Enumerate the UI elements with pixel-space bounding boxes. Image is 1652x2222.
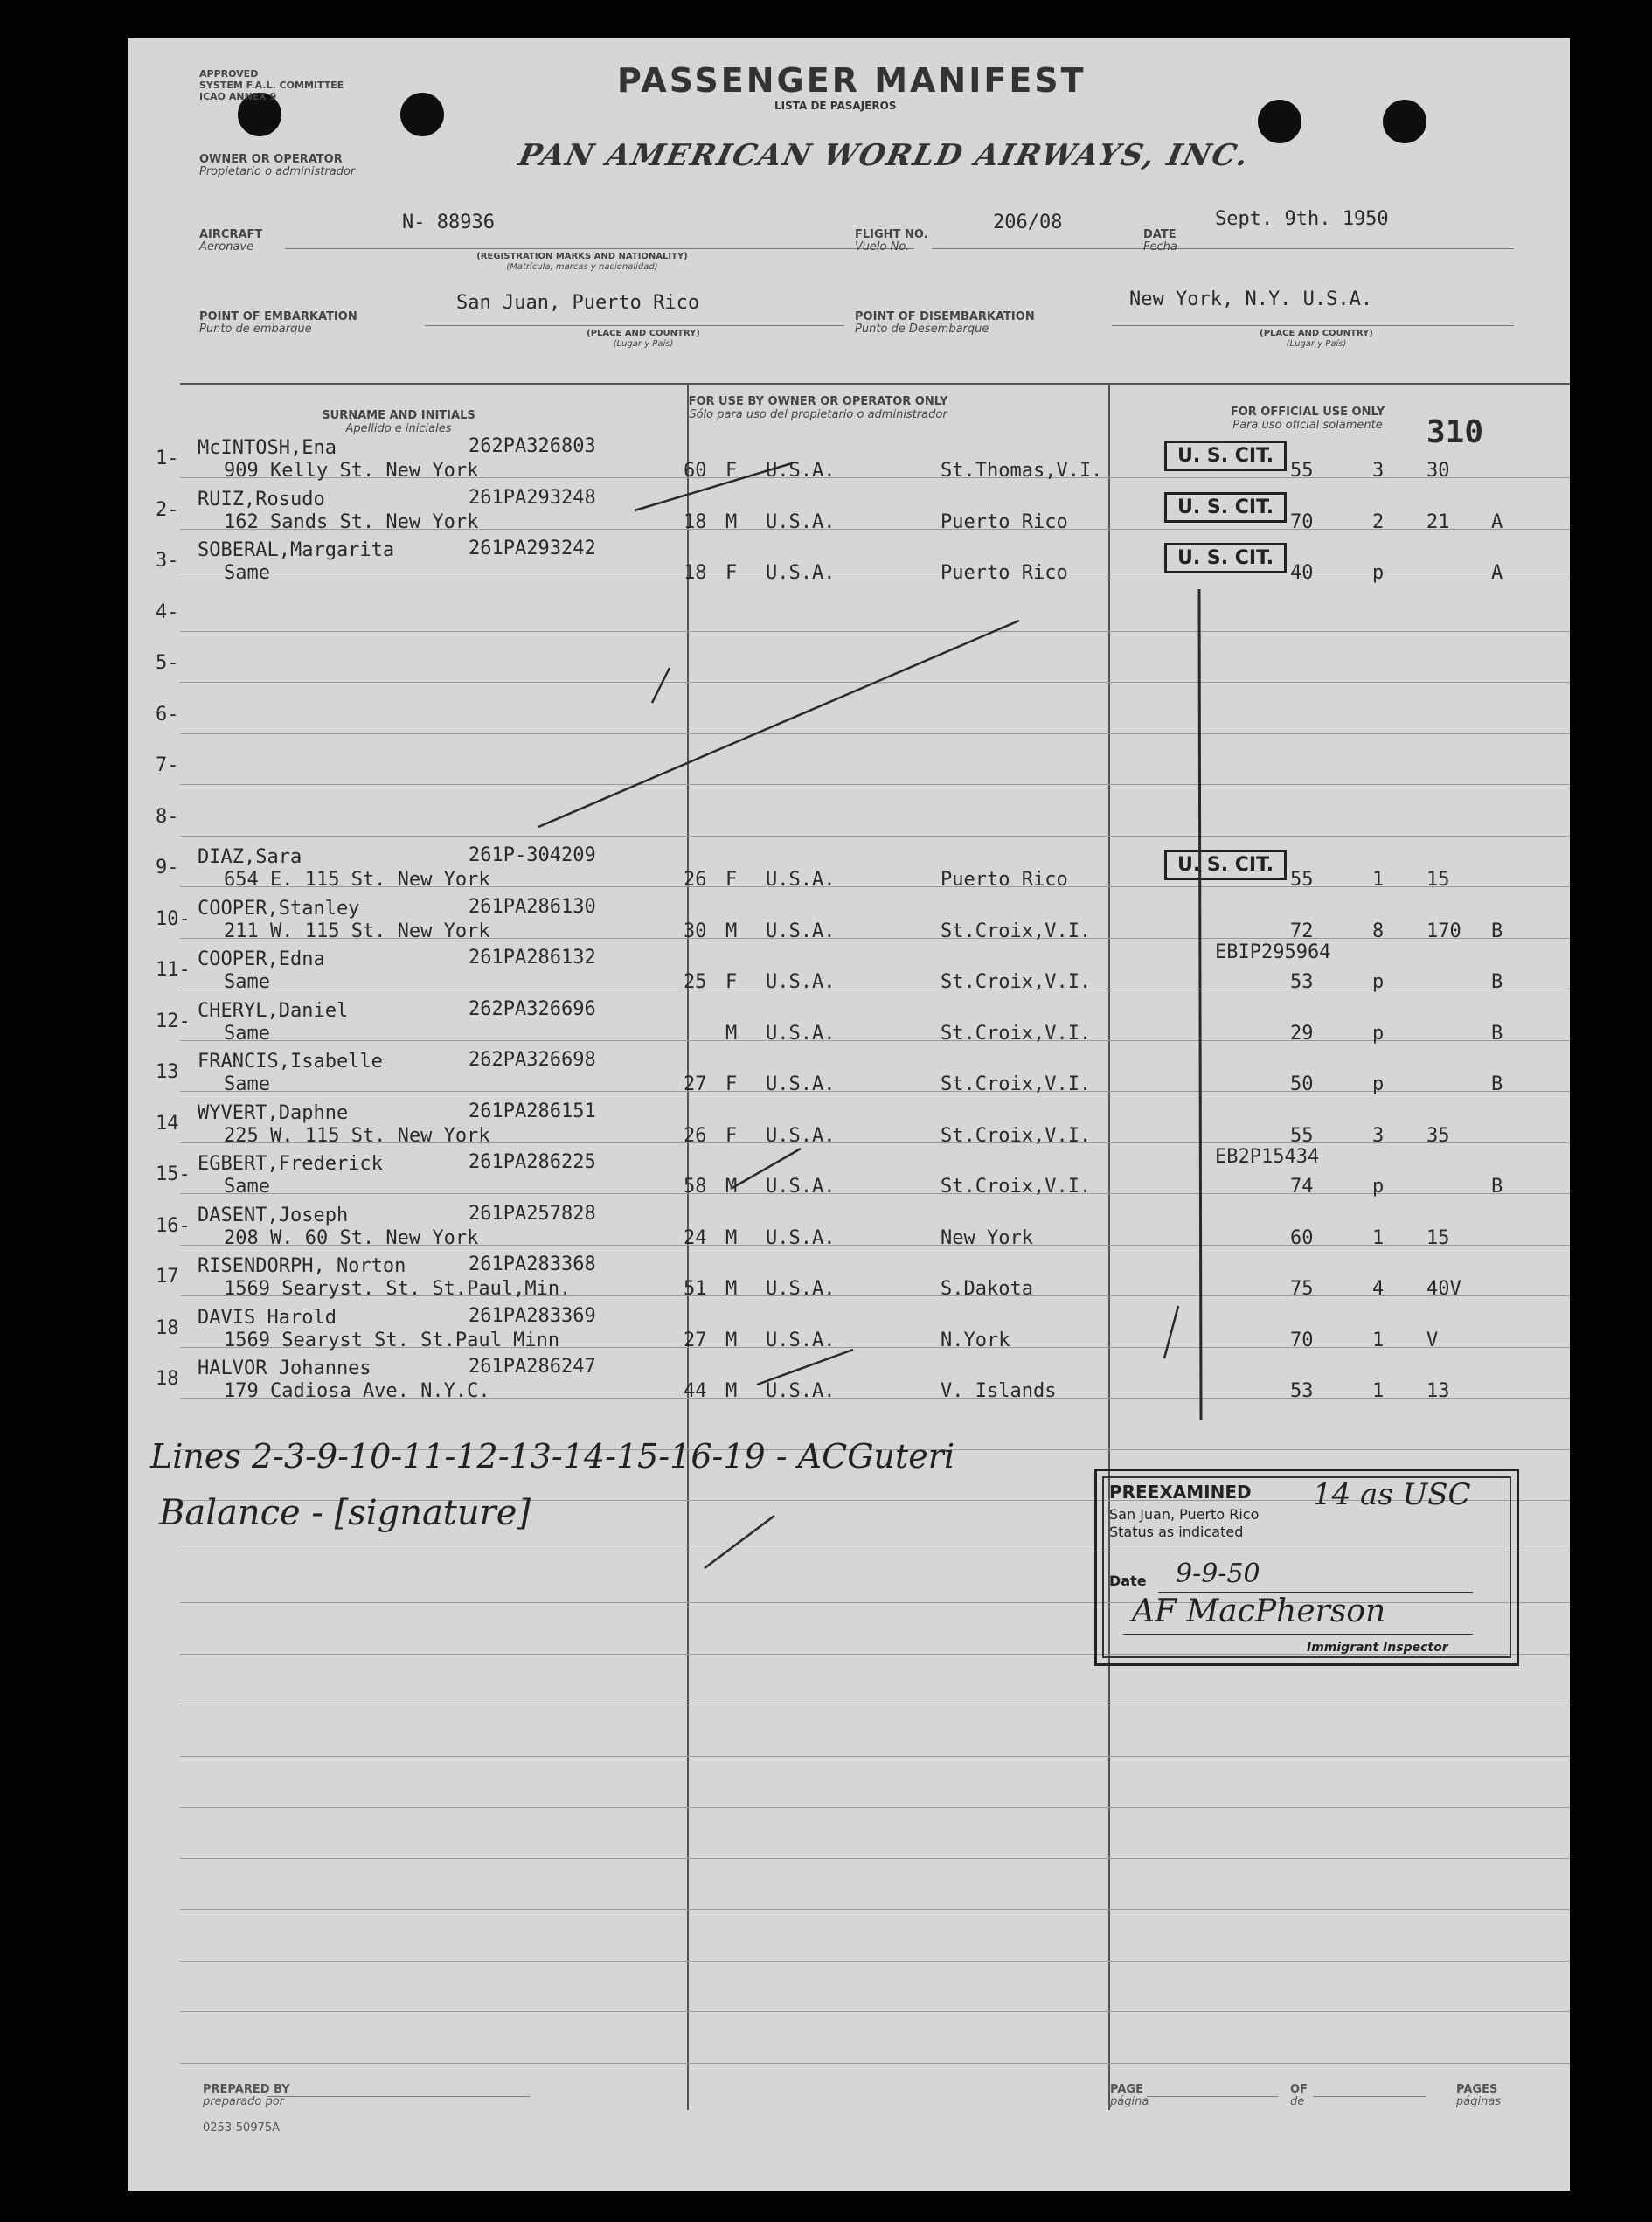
official-code-4: B bbox=[1491, 971, 1503, 993]
row-number: 16- bbox=[156, 1215, 191, 1237]
ticket-number: 261P-304209 bbox=[469, 844, 596, 866]
footer-prepared-by: PREPARED BY preparado por bbox=[203, 2083, 290, 2108]
passenger-address: Same bbox=[224, 1073, 270, 1095]
embark-value: San Juan, Puerto Rico bbox=[456, 292, 700, 314]
passenger-destination: S.Dakota bbox=[941, 1278, 1033, 1300]
passenger-destination: St.Croix,V.I. bbox=[941, 1125, 1092, 1147]
passenger-address: Same bbox=[224, 971, 270, 993]
official-code-1: 75 bbox=[1290, 1278, 1314, 1300]
official-code-3: 13 bbox=[1426, 1380, 1450, 1402]
preexamined-date: 9-9-50 bbox=[1176, 1559, 1260, 1589]
passenger-nationality: U.S.A. bbox=[766, 511, 836, 533]
passenger-age: 25 bbox=[684, 971, 707, 993]
ticket-number: 262PA326696 bbox=[469, 998, 596, 1020]
row-number: 9- bbox=[156, 857, 179, 878]
ticket-number: 261PA286132 bbox=[469, 947, 596, 969]
official-code-3: 170 bbox=[1426, 920, 1461, 942]
passenger-nationality: U.S.A. bbox=[766, 1125, 836, 1147]
passenger-age: 60 bbox=[684, 460, 707, 482]
row-number: 18 bbox=[156, 1317, 179, 1339]
row-number: 1- bbox=[156, 448, 179, 469]
official-code-2: 3 bbox=[1372, 1125, 1385, 1147]
passenger-sex: F bbox=[725, 460, 738, 482]
passenger-age: 24 bbox=[684, 1227, 707, 1249]
official-code-1: 29 bbox=[1290, 1023, 1314, 1045]
preexamined-place: San Juan, Puerto Rico bbox=[1109, 1506, 1260, 1523]
passenger-sex: F bbox=[725, 562, 738, 584]
official-code-2: 1 bbox=[1372, 1227, 1385, 1249]
col-header-official: FOR OFFICIAL USE ONLY Para uso oficial solamente bbox=[1230, 406, 1385, 432]
us-citizen-stamp: U. S. CIT. bbox=[1164, 441, 1287, 471]
passenger-name: SOBERAL,Margarita bbox=[198, 539, 395, 561]
preexamined-date-label: Date bbox=[1109, 1573, 1147, 1589]
col-header-owner-use: FOR USE BY OWNER OR OPERATOR ONLY Sólo para uso del propietario o administrador bbox=[688, 395, 948, 421]
approved-line-1: APPROVED bbox=[199, 68, 259, 80]
passenger-address: 909 Kelly St. New York bbox=[224, 460, 479, 482]
official-note: EB2P15434 bbox=[1215, 1146, 1320, 1168]
official-code-3: 30 bbox=[1426, 460, 1450, 482]
passenger-sex: M bbox=[725, 1176, 738, 1198]
disembark-label: POINT OF DISEMBARKATION Punto de Desembarque bbox=[855, 310, 1035, 336]
row-number: 4- bbox=[156, 601, 179, 623]
page-subtitle: LISTA DE PASAJEROS bbox=[774, 100, 897, 112]
passenger-nationality: U.S.A. bbox=[766, 460, 836, 482]
row-number: 3- bbox=[156, 550, 179, 572]
official-code-1: 60 bbox=[1290, 1227, 1314, 1249]
passenger-age: 27 bbox=[684, 1073, 707, 1095]
official-code-1: 70 bbox=[1290, 511, 1314, 533]
ticket-number: 261PA286225 bbox=[469, 1151, 596, 1173]
footer-of: OF de bbox=[1290, 2083, 1308, 2108]
row-number: 13 bbox=[156, 1061, 179, 1083]
row-number: 5- bbox=[156, 652, 179, 674]
passenger-nationality: U.S.A. bbox=[766, 1380, 836, 1402]
passenger-nationality: U.S.A. bbox=[766, 971, 836, 993]
passenger-sex: M bbox=[725, 511, 738, 533]
pen-strike-marks bbox=[128, 38, 1570, 2191]
preexamined-status: Status as indicated bbox=[1109, 1524, 1244, 1540]
ticket-number: 261PA283369 bbox=[469, 1305, 596, 1327]
official-code-2: 3 bbox=[1372, 460, 1385, 482]
official-code-4: B bbox=[1491, 1176, 1503, 1198]
date-label: DATE Fecha bbox=[1143, 228, 1177, 253]
footer-form-number: 0253-50975A bbox=[203, 2121, 281, 2135]
passenger-age: 44 bbox=[684, 1380, 707, 1402]
flight-value: 206/08 bbox=[993, 212, 1063, 233]
row-number: 10- bbox=[156, 908, 191, 930]
handwritten-lines-note: Lines 2-3-9-10-11-12-13-14-15-16-19 - ACGuteri bbox=[150, 1437, 955, 1476]
passenger-destination: V. Islands bbox=[941, 1380, 1057, 1402]
page-mark: 310 bbox=[1426, 414, 1484, 450]
ticket-number: 261PA293248 bbox=[469, 487, 596, 509]
passenger-destination: Puerto Rico bbox=[941, 562, 1068, 584]
approved-line-3: ICAO ANNEX 9 bbox=[199, 91, 277, 102]
row-number: 15- bbox=[156, 1163, 191, 1185]
passenger-sex: M bbox=[725, 1380, 738, 1402]
passenger-address: 225 W. 115 St. New York bbox=[224, 1125, 490, 1147]
strike-mark-2 bbox=[538, 621, 1019, 827]
passenger-name: RUIZ,Rosudo bbox=[198, 489, 325, 510]
disembark-value: New York, N.Y. U.S.A. bbox=[1129, 288, 1373, 310]
passenger-age: 18 bbox=[684, 511, 707, 533]
row-number: 8- bbox=[156, 806, 179, 828]
official-code-3: 15 bbox=[1426, 869, 1450, 891]
ticket-number: 262PA326803 bbox=[469, 435, 596, 457]
footer-pages: PAGES páginas bbox=[1456, 2083, 1502, 2108]
passenger-address: Same bbox=[224, 1176, 270, 1198]
passenger-nationality: U.S.A. bbox=[766, 1330, 836, 1351]
passenger-age: 18 bbox=[684, 562, 707, 584]
official-code-2: p bbox=[1372, 562, 1385, 584]
passenger-nationality: U.S.A. bbox=[766, 869, 836, 891]
passenger-nationality: U.S.A. bbox=[766, 562, 836, 584]
passenger-address: 654 E. 115 St. New York bbox=[224, 869, 490, 891]
official-code-2: 1 bbox=[1372, 869, 1385, 891]
passenger-destination: Puerto Rico bbox=[941, 869, 1068, 891]
official-code-2: p bbox=[1372, 1023, 1385, 1045]
passenger-age: 51 bbox=[684, 1278, 707, 1300]
date-value: Sept. 9th. 1950 bbox=[1215, 208, 1389, 230]
passenger-sex: F bbox=[725, 971, 738, 993]
passenger-address: 179 Cadiosa Ave. N.Y.C. bbox=[224, 1380, 490, 1402]
aircraft-value: N- 88936 bbox=[402, 212, 495, 233]
passenger-destination: St.Croix,V.I. bbox=[941, 1023, 1092, 1045]
airline-name: PAN AMERICAN WORLD AIRWAYS, INC. bbox=[515, 138, 1253, 173]
page-title: PASSENGER MANIFEST bbox=[617, 61, 1086, 100]
passenger-age: 58 bbox=[684, 1176, 707, 1198]
official-code-2: 8 bbox=[1372, 920, 1385, 942]
footer-page: PAGE página bbox=[1110, 2083, 1149, 2108]
ticket-number: 261PA286247 bbox=[469, 1356, 596, 1378]
passenger-destination: St.Croix,V.I. bbox=[941, 971, 1092, 993]
row-number: 2- bbox=[156, 499, 179, 521]
row-number: 14 bbox=[156, 1113, 179, 1135]
official-code-1: 55 bbox=[1290, 1125, 1314, 1147]
passenger-address: 1569 Searyst. St. St.Paul,Min. bbox=[224, 1278, 572, 1300]
ticket-number: 261PA286151 bbox=[469, 1101, 596, 1122]
approved-line-2: SYSTEM F.A.L. COMMITTEE bbox=[199, 80, 344, 91]
passenger-address: 1569 Searyst St. St.Paul Minn bbox=[224, 1330, 560, 1351]
passenger-address: 211 W. 115 St. New York bbox=[224, 920, 490, 942]
aircraft-label: AIRCRAFT Aeronave bbox=[199, 228, 263, 253]
passenger-name: FRANCIS,Isabelle bbox=[198, 1051, 383, 1073]
passenger-name: McINTOSH,Ena bbox=[198, 437, 337, 459]
official-vertical-mark bbox=[1199, 589, 1201, 1420]
passenger-sex: F bbox=[725, 1073, 738, 1095]
passenger-nationality: U.S.A. bbox=[766, 1176, 836, 1198]
row-number: 7- bbox=[156, 754, 179, 776]
passenger-address: 208 W. 60 St. New York bbox=[224, 1227, 479, 1249]
official-code-1: 50 bbox=[1290, 1073, 1314, 1095]
official-code-1: 40 bbox=[1290, 562, 1314, 584]
official-code-3: 21 bbox=[1426, 511, 1450, 533]
us-citizen-stamp: U. S. CIT. bbox=[1164, 543, 1287, 573]
official-code-1: 55 bbox=[1290, 460, 1314, 482]
passenger-name: WYVERT,Daphne bbox=[198, 1102, 349, 1124]
footer-of-line bbox=[1313, 2096, 1426, 2097]
passenger-name: HALVOR Johannes bbox=[198, 1358, 371, 1379]
row-number: 18 bbox=[156, 1368, 179, 1390]
passenger-address: Same bbox=[224, 1023, 270, 1045]
registration-note: (REGISTRATION MARKS AND NATIONALITY) (Matrícula, marcas y nacionalidad) bbox=[476, 252, 688, 272]
passenger-age: 30 bbox=[684, 920, 707, 942]
preexamined-signature-line bbox=[1123, 1634, 1473, 1635]
passenger-sex: M bbox=[725, 1023, 738, 1045]
ticket-number: 261PA286130 bbox=[469, 896, 596, 918]
preexamined-date-line bbox=[1158, 1592, 1473, 1593]
official-code-4: B bbox=[1491, 1023, 1503, 1045]
strike-mark-3 bbox=[731, 1149, 801, 1189]
official-code-1: 53 bbox=[1290, 1380, 1314, 1402]
official-code-4: A bbox=[1491, 562, 1503, 584]
preexamined-inspector-label: Immigrant Inspector bbox=[1307, 1641, 1448, 1655]
passenger-sex: F bbox=[725, 1125, 738, 1147]
passenger-destination: St.Croix,V.I. bbox=[941, 1073, 1092, 1095]
passenger-name: COOPER,Edna bbox=[198, 948, 325, 970]
official-code-2: 2 bbox=[1372, 511, 1385, 533]
official-code-3: V bbox=[1426, 1330, 1439, 1351]
passenger-name: RISENDORPH, Norton bbox=[198, 1255, 406, 1277]
official-code-2: 1 bbox=[1372, 1380, 1385, 1402]
passenger-age: 26 bbox=[684, 869, 707, 891]
official-code-1: 72 bbox=[1290, 920, 1314, 942]
passenger-name: DAVIS Harold bbox=[198, 1307, 337, 1329]
strike-mark-4 bbox=[757, 1350, 853, 1385]
official-code-1: 53 bbox=[1290, 971, 1314, 993]
passenger-age: 26 bbox=[684, 1125, 707, 1147]
official-tick bbox=[1164, 1306, 1178, 1358]
passenger-destination: New York bbox=[941, 1227, 1033, 1249]
handwriting-stroke bbox=[705, 1516, 774, 1568]
ticket-number: 261PA293242 bbox=[469, 538, 596, 559]
embark-place-note: (PLACE AND COUNTRY) (Lugar y País) bbox=[587, 329, 700, 349]
passenger-destination: Puerto Rico bbox=[941, 511, 1068, 533]
official-note: EBIP295964 bbox=[1215, 941, 1331, 963]
official-code-4: A bbox=[1491, 511, 1503, 533]
passenger-address: 162 Sands St. New York bbox=[224, 511, 479, 533]
disembark-place-note: (PLACE AND COUNTRY) (Lugar y País) bbox=[1260, 329, 1373, 349]
passenger-address: Same bbox=[224, 562, 270, 584]
strike-mark-5 bbox=[652, 668, 670, 703]
row-number: 17 bbox=[156, 1266, 179, 1288]
footer-prepared-by-line bbox=[267, 2096, 530, 2097]
official-code-2: 1 bbox=[1372, 1330, 1385, 1351]
passenger-sex: F bbox=[725, 869, 738, 891]
official-code-2: p bbox=[1372, 1176, 1385, 1198]
passenger-nationality: U.S.A. bbox=[766, 1023, 836, 1045]
col-header-name: SURNAME AND INITIALS Apellido e iniciales bbox=[322, 409, 475, 435]
official-code-3: 15 bbox=[1426, 1227, 1450, 1249]
row-number: 12- bbox=[156, 1010, 191, 1032]
ticket-number: 262PA326698 bbox=[469, 1049, 596, 1071]
handwritten-balance: Balance - [signature] bbox=[159, 1493, 531, 1533]
passenger-nationality: U.S.A. bbox=[766, 920, 836, 942]
passenger-nationality: U.S.A. bbox=[766, 1278, 836, 1300]
passenger-name: DIAZ,Sara bbox=[198, 846, 302, 868]
us-citizen-stamp: U. S. CIT. bbox=[1164, 492, 1287, 523]
passenger-name: EGBERT,Frederick bbox=[198, 1153, 383, 1175]
ticket-number: 261PA283368 bbox=[469, 1253, 596, 1275]
official-code-4: B bbox=[1491, 1073, 1503, 1095]
passenger-name: COOPER,Stanley bbox=[198, 898, 360, 920]
owner-label: OWNER OR OPERATOR Propietario o administrador bbox=[199, 153, 356, 178]
official-code-2: p bbox=[1372, 1073, 1385, 1095]
passenger-destination: St.Croix,V.I. bbox=[941, 1176, 1092, 1198]
embark-label: POINT OF EMBARKATION Punto de embarque bbox=[199, 310, 357, 336]
official-code-1: 55 bbox=[1290, 869, 1314, 891]
official-code-1: 70 bbox=[1290, 1330, 1314, 1351]
passenger-sex: M bbox=[725, 1330, 738, 1351]
inspector-signature: AF MacPherson bbox=[1132, 1594, 1386, 1629]
passenger-name: DASENT,Joseph bbox=[198, 1205, 349, 1226]
official-code-2: 4 bbox=[1372, 1278, 1385, 1300]
flight-label: FLIGHT NO. Vuelo No. bbox=[855, 228, 928, 253]
strike-mark-1 bbox=[635, 463, 792, 510]
passenger-nationality: U.S.A. bbox=[766, 1073, 836, 1095]
passenger-sex: M bbox=[725, 1227, 738, 1249]
official-code-4: B bbox=[1491, 920, 1503, 942]
passenger-sex: M bbox=[725, 1278, 738, 1300]
passenger-nationality: U.S.A. bbox=[766, 1227, 836, 1249]
official-code-3: 40V bbox=[1426, 1278, 1461, 1300]
row-number: 6- bbox=[156, 704, 179, 726]
manifest-page bbox=[128, 38, 1570, 2191]
preexamined-note: 14 as USC bbox=[1313, 1477, 1471, 1512]
us-citizen-stamp: U. S. CIT. bbox=[1164, 850, 1287, 880]
passenger-age: 27 bbox=[684, 1330, 707, 1351]
ticket-number: 261PA257828 bbox=[469, 1203, 596, 1225]
official-code-2: p bbox=[1372, 971, 1385, 993]
preexamined-title: PREEXAMINED bbox=[1109, 1482, 1252, 1503]
passenger-destination: N.York bbox=[941, 1330, 1010, 1351]
footer-page-line bbox=[1147, 2096, 1278, 2097]
official-code-1: 74 bbox=[1290, 1176, 1314, 1198]
official-code-3: 35 bbox=[1426, 1125, 1450, 1147]
passenger-destination: St.Thomas,V.I. bbox=[941, 460, 1103, 482]
passenger-destination: St.Croix,V.I. bbox=[941, 920, 1092, 942]
passenger-sex: M bbox=[725, 920, 738, 942]
row-number: 11- bbox=[156, 959, 191, 981]
passenger-name: CHERYL,Daniel bbox=[198, 1000, 349, 1022]
